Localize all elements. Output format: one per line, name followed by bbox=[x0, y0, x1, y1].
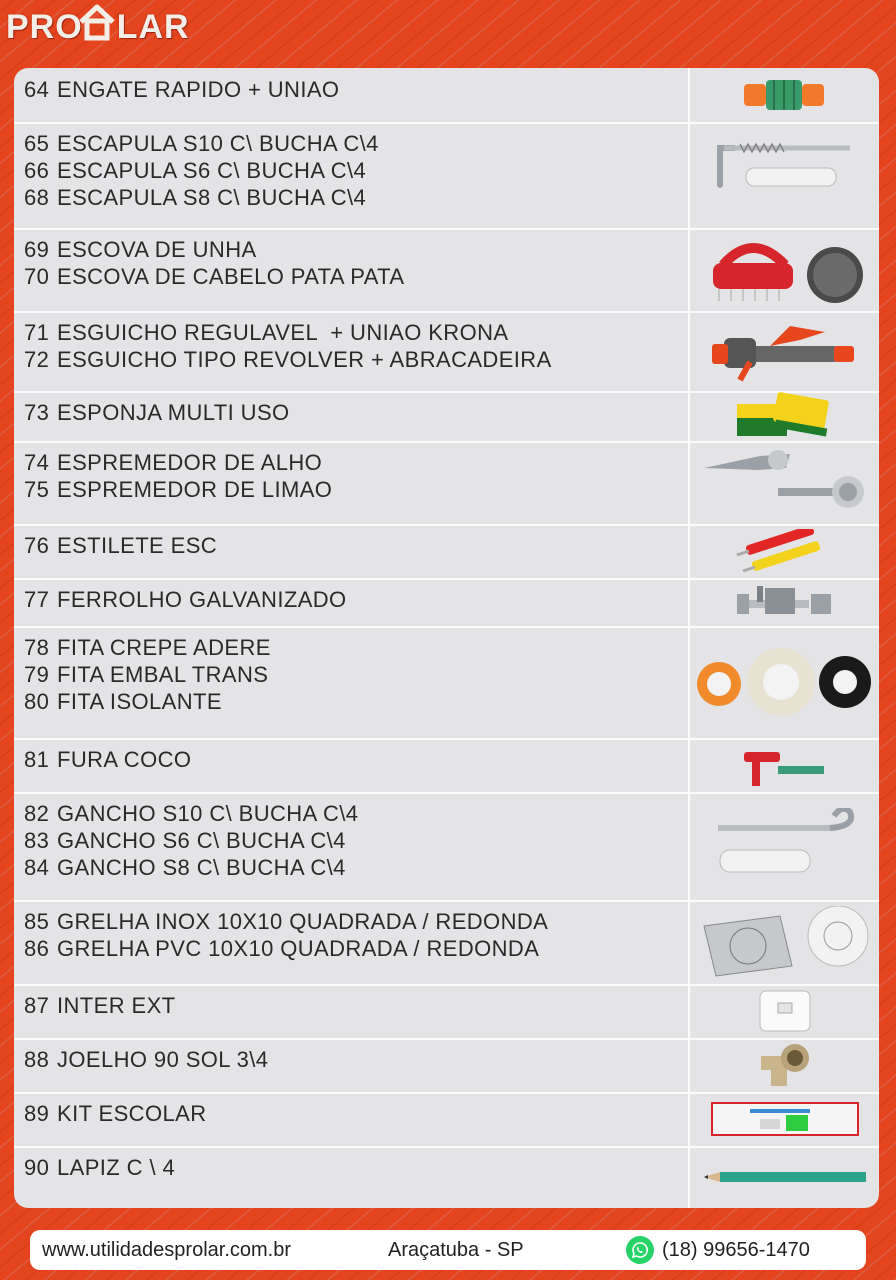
product-name: ESGUICHO REGULAVEL + UNIAO KRONA bbox=[57, 320, 509, 345]
product-row bbox=[14, 1038, 879, 1094]
product-number: 77 bbox=[24, 587, 50, 612]
product-name: ESPREMEDOR DE ALHO bbox=[57, 450, 323, 475]
product-row bbox=[14, 984, 879, 1040]
product-line bbox=[24, 76, 688, 103]
website-link[interactable]: www.utilidadesprolar.com.br bbox=[42, 1238, 291, 1261]
door-bolt-icon bbox=[735, 584, 835, 620]
hook-screw-icon bbox=[710, 808, 860, 884]
product-line bbox=[24, 184, 688, 211]
product-text-cell bbox=[14, 228, 690, 311]
l-hook-screw-icon bbox=[710, 140, 860, 210]
product-number: 89 bbox=[24, 1101, 50, 1126]
prolar-logo bbox=[6, 2, 196, 46]
tape-rolls-icon bbox=[695, 642, 875, 722]
product-number: 86 bbox=[24, 936, 50, 961]
spray-nozzle-icon bbox=[710, 318, 860, 384]
phone-contact[interactable] bbox=[626, 1236, 810, 1264]
product-number: 84 bbox=[24, 855, 50, 880]
product-image-cell bbox=[690, 1092, 879, 1146]
product-row bbox=[14, 578, 879, 628]
brush-icon bbox=[705, 235, 865, 305]
product-line bbox=[24, 661, 688, 688]
product-number: 80 bbox=[24, 689, 50, 714]
product-number: 71 bbox=[24, 320, 50, 345]
product-image-cell bbox=[690, 524, 879, 578]
product-number: 78 bbox=[24, 635, 50, 660]
product-number: 79 bbox=[24, 662, 50, 687]
product-text-cell bbox=[14, 1092, 690, 1146]
house-logo-icon bbox=[78, 2, 116, 42]
product-text-cell bbox=[14, 311, 690, 391]
product-number: 73 bbox=[24, 400, 50, 425]
product-number: 81 bbox=[24, 747, 50, 772]
product-row bbox=[14, 391, 879, 443]
product-image-cell bbox=[690, 984, 879, 1038]
product-name: GRELHA INOX 10X10 QUADRADA / REDONDA bbox=[57, 909, 549, 934]
product-number: 70 bbox=[24, 264, 50, 289]
product-name: GANCHO S8 C\ BUCHA C\4 bbox=[57, 855, 346, 880]
product-number: 90 bbox=[24, 1155, 50, 1180]
pencil-icon bbox=[700, 1167, 870, 1187]
product-line bbox=[24, 1154, 688, 1181]
product-number: 69 bbox=[24, 237, 50, 262]
product-row bbox=[14, 122, 879, 230]
product-name: ESCOVA DE CABELO PATA PATA bbox=[57, 264, 405, 289]
product-text-cell bbox=[14, 391, 690, 441]
product-number: 87 bbox=[24, 993, 50, 1018]
school-kit-icon bbox=[710, 1101, 860, 1137]
product-image-cell bbox=[690, 738, 879, 792]
footer-bar bbox=[30, 1230, 866, 1270]
product-line bbox=[24, 1100, 688, 1127]
product-image-cell bbox=[690, 68, 879, 122]
product-text-cell bbox=[14, 68, 690, 122]
product-text-cell bbox=[14, 900, 690, 984]
product-line bbox=[24, 746, 688, 773]
product-line bbox=[24, 532, 688, 559]
product-line bbox=[24, 130, 688, 157]
product-text-cell bbox=[14, 792, 690, 900]
product-number: 88 bbox=[24, 1047, 50, 1072]
box-cutter-icon bbox=[735, 529, 835, 573]
product-name: ESCAPULA S10 C\ BUCHA C\4 bbox=[57, 131, 379, 156]
product-text-cell bbox=[14, 626, 690, 738]
product-line bbox=[24, 263, 688, 290]
product-line bbox=[24, 908, 688, 935]
product-name: ESPONJA MULTI USO bbox=[57, 400, 290, 425]
product-name: GANCHO S6 C\ BUCHA C\4 bbox=[57, 828, 346, 853]
product-name: ESGUICHO TIPO REVOLVER + ABRACADEIRA bbox=[57, 347, 552, 372]
product-row bbox=[14, 1146, 879, 1208]
product-name: ESPREMEDOR DE LIMAO bbox=[57, 477, 333, 502]
hose-connector-icon bbox=[744, 76, 826, 114]
squeezer-icon bbox=[700, 448, 870, 518]
product-line bbox=[24, 800, 688, 827]
product-image-cell bbox=[690, 900, 879, 984]
product-number: 65 bbox=[24, 131, 50, 156]
drain-grate-icon bbox=[700, 906, 870, 978]
product-name: ESCOVA DE UNHA bbox=[57, 237, 257, 262]
product-line bbox=[24, 992, 688, 1019]
product-line bbox=[24, 688, 688, 715]
product-name: FURA COCO bbox=[57, 747, 192, 772]
whatsapp-icon bbox=[626, 1236, 654, 1264]
product-text-cell bbox=[14, 122, 690, 228]
product-image-cell bbox=[690, 578, 879, 626]
product-name: INTER EXT bbox=[57, 993, 176, 1018]
product-name: FITA CREPE ADERE bbox=[57, 635, 271, 660]
product-number: 72 bbox=[24, 347, 50, 372]
product-number: 66 bbox=[24, 158, 50, 183]
product-number: 64 bbox=[24, 77, 50, 102]
sponge-icon bbox=[735, 392, 835, 440]
product-name: ESCAPULA S6 C\ BUCHA C\4 bbox=[57, 158, 367, 183]
product-text-cell bbox=[14, 984, 690, 1038]
product-text-cell bbox=[14, 441, 690, 524]
product-row bbox=[14, 626, 879, 740]
product-name: GANCHO S10 C\ BUCHA C\4 bbox=[57, 801, 359, 826]
product-name: KIT ESCOLAR bbox=[57, 1101, 207, 1126]
product-row bbox=[14, 441, 879, 526]
product-name: JOELHO 90 SOL 3\4 bbox=[57, 1047, 269, 1072]
coconut-drill-icon bbox=[742, 742, 828, 788]
product-image-cell bbox=[690, 441, 879, 524]
product-row bbox=[14, 900, 879, 986]
product-image-cell bbox=[690, 311, 879, 391]
product-image-cell bbox=[690, 792, 879, 900]
product-list-panel bbox=[14, 68, 879, 1208]
product-line bbox=[24, 854, 688, 881]
product-name: FITA ISOLANTE bbox=[57, 689, 222, 714]
product-image-cell bbox=[690, 1146, 879, 1208]
product-number: 82 bbox=[24, 801, 50, 826]
product-row bbox=[14, 68, 879, 124]
product-name: ESCAPULA S8 C\ BUCHA C\4 bbox=[57, 185, 367, 210]
product-image-cell bbox=[690, 626, 879, 738]
product-name: FITA EMBAL TRANS bbox=[57, 662, 269, 687]
product-image-cell bbox=[690, 391, 879, 441]
product-text-cell bbox=[14, 578, 690, 626]
product-text-cell bbox=[14, 1146, 690, 1208]
product-line bbox=[24, 449, 688, 476]
product-line bbox=[24, 586, 688, 613]
product-name: LAPIZ C \ 4 bbox=[57, 1155, 176, 1180]
product-row bbox=[14, 792, 879, 902]
elbow-fitting-icon bbox=[757, 1040, 813, 1090]
product-line bbox=[24, 157, 688, 184]
product-number: 76 bbox=[24, 533, 50, 558]
product-line bbox=[24, 1046, 688, 1073]
product-text-cell bbox=[14, 738, 690, 792]
product-row bbox=[14, 228, 879, 313]
product-row bbox=[14, 311, 879, 393]
product-row bbox=[14, 1092, 879, 1148]
light-switch-icon bbox=[756, 987, 814, 1035]
phone-number: (18) 99656-1470 bbox=[662, 1238, 810, 1261]
product-name: ESTILETE ESC bbox=[57, 533, 218, 558]
product-line bbox=[24, 399, 688, 426]
product-number: 85 bbox=[24, 909, 50, 934]
product-name: ENGATE RAPIDO + UNIAO bbox=[57, 77, 340, 102]
product-image-cell bbox=[690, 122, 879, 228]
product-image-cell bbox=[690, 228, 879, 311]
product-line bbox=[24, 935, 688, 962]
product-line bbox=[24, 476, 688, 503]
product-row bbox=[14, 738, 879, 794]
product-row bbox=[14, 524, 879, 580]
product-number: 68 bbox=[24, 185, 50, 210]
product-text-cell bbox=[14, 1038, 690, 1092]
product-name: FERROLHO GALVANIZADO bbox=[57, 587, 347, 612]
product-name: GRELHA PVC 10X10 QUADRADA / REDONDA bbox=[57, 936, 540, 961]
product-line bbox=[24, 346, 688, 373]
product-line bbox=[24, 634, 688, 661]
product-number: 83 bbox=[24, 828, 50, 853]
logo-text: PRO LAR bbox=[6, 8, 190, 46]
product-text-cell bbox=[14, 524, 690, 578]
product-image-cell bbox=[690, 1038, 879, 1092]
city-label: Araçatuba - SP bbox=[388, 1238, 524, 1261]
product-line bbox=[24, 319, 688, 346]
product-line bbox=[24, 236, 688, 263]
product-line bbox=[24, 827, 688, 854]
product-number: 75 bbox=[24, 477, 50, 502]
product-number: 74 bbox=[24, 450, 50, 475]
